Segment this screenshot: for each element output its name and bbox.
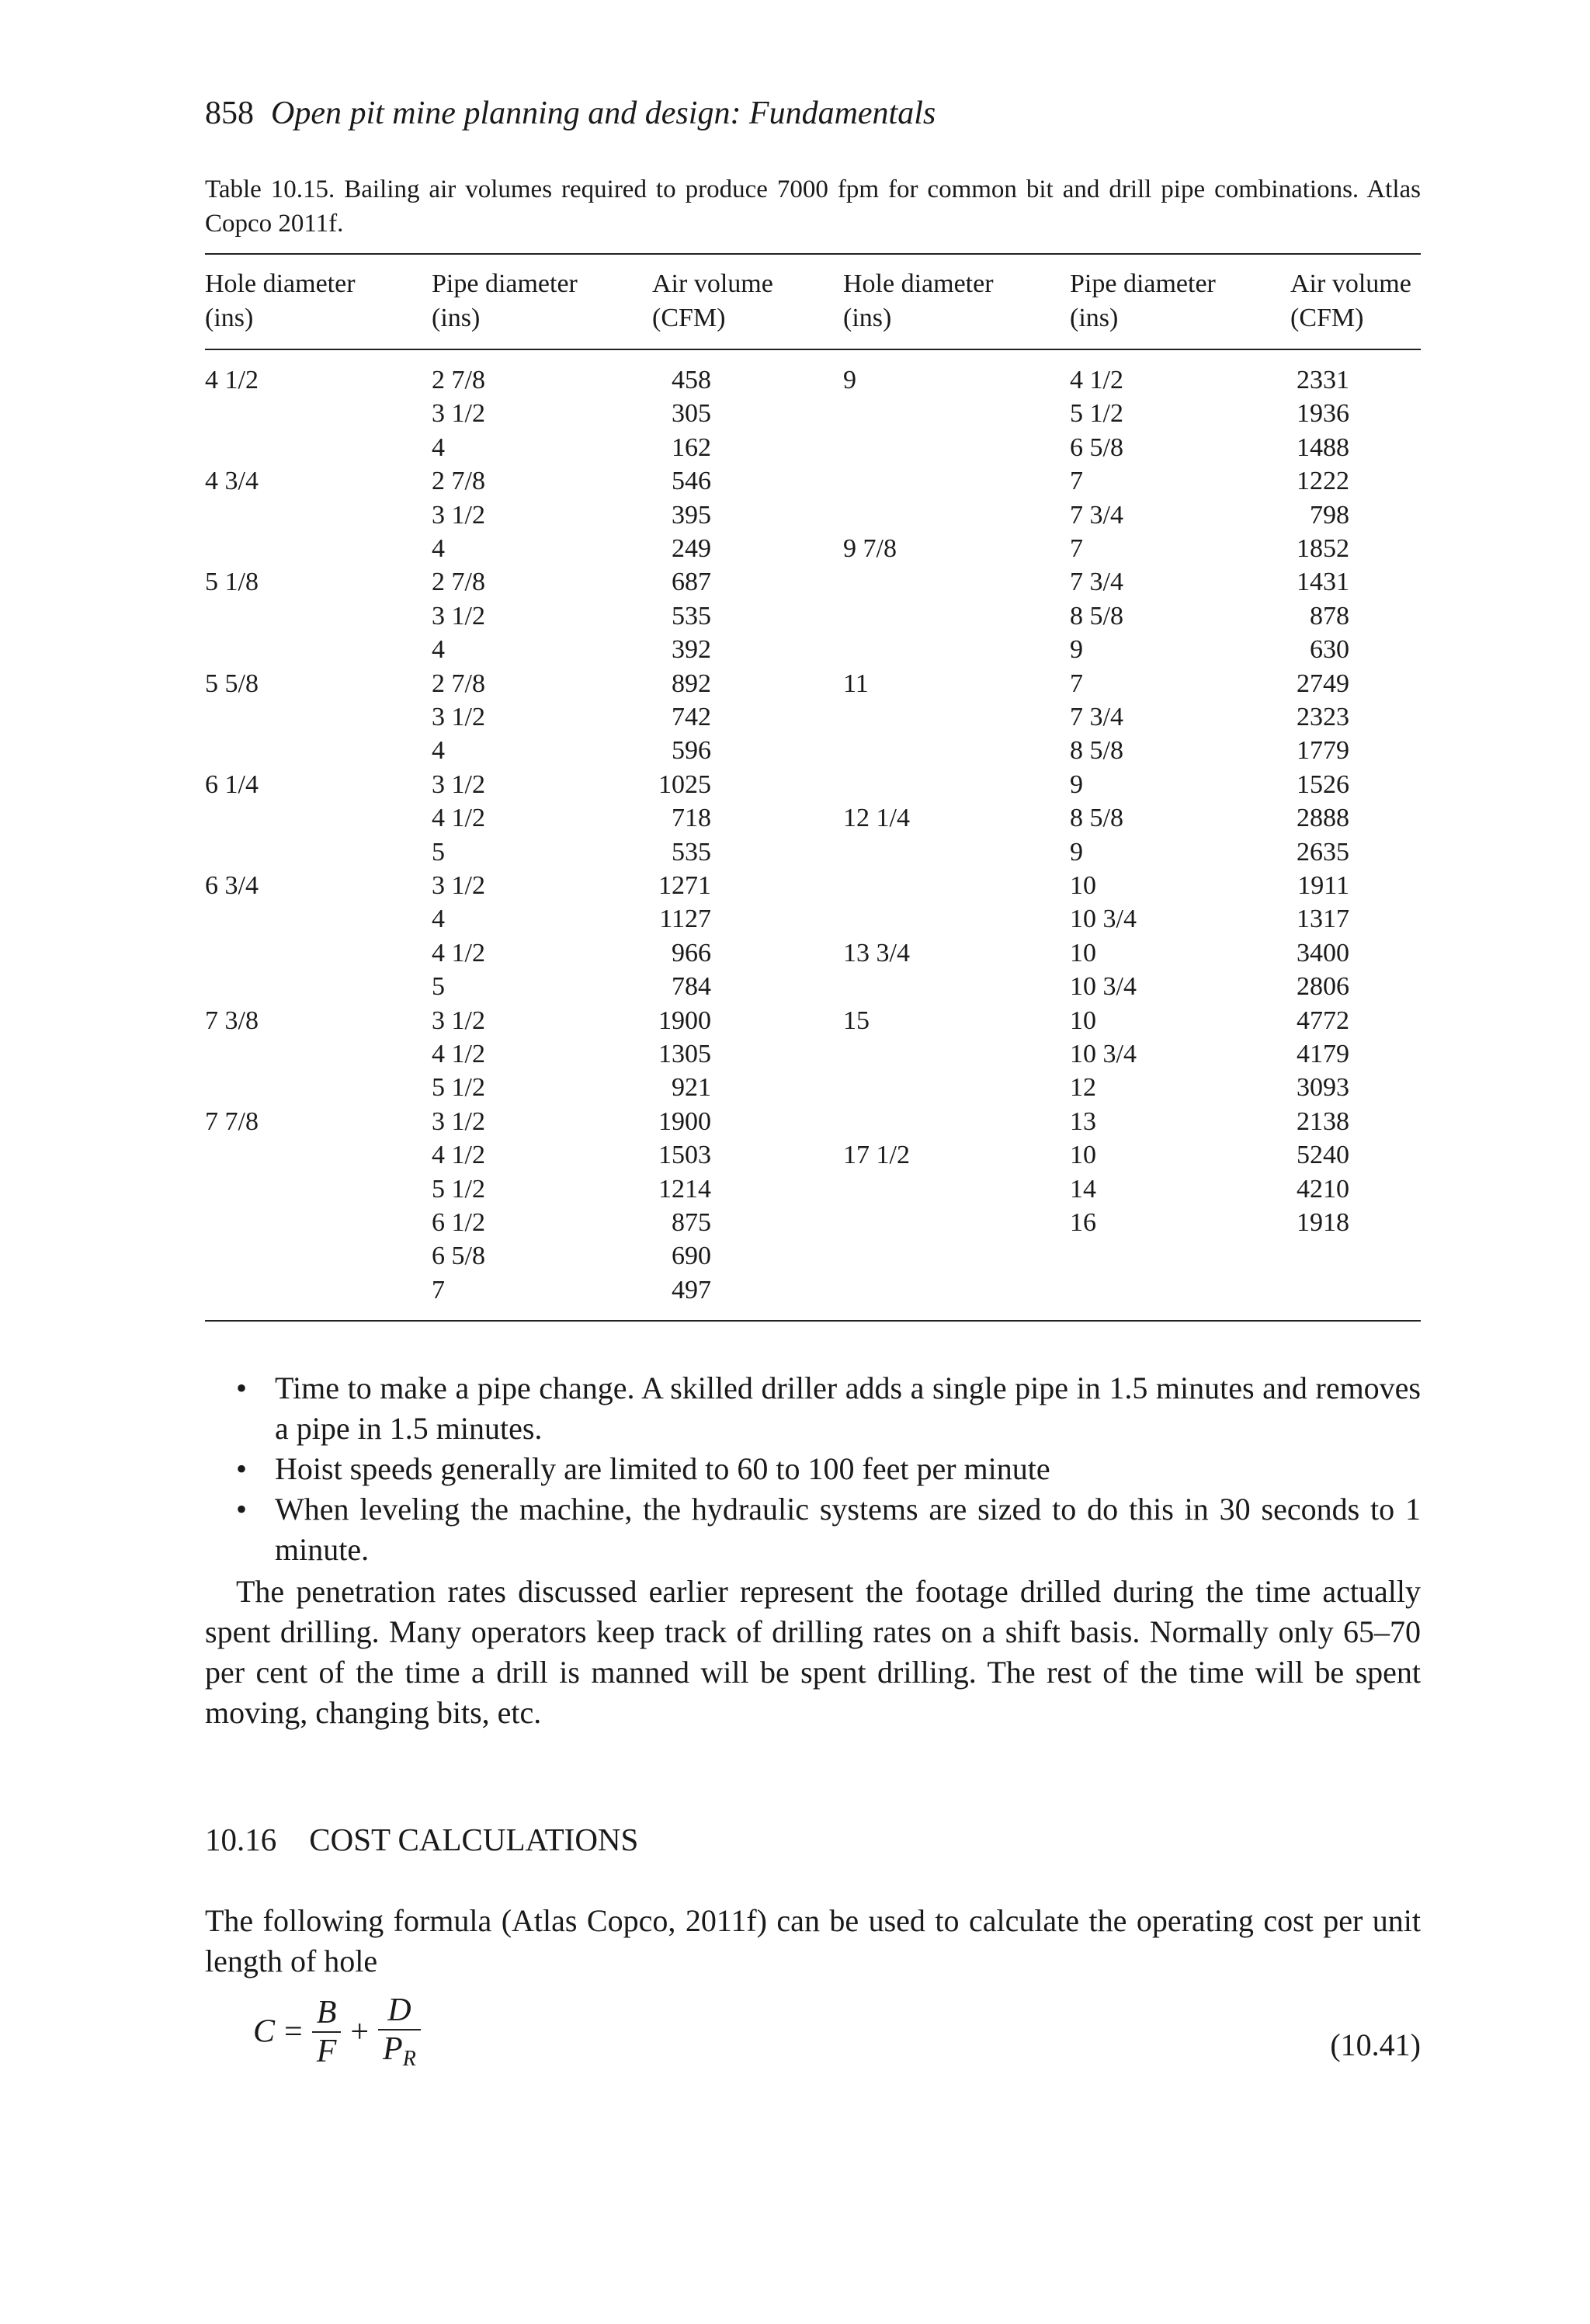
table-cell: 798 [1310,500,1349,530]
eq-lhs: C [253,2013,276,2050]
table-cell: 4 1/2 [1070,366,1123,394]
table-cell: 1271 [658,871,711,900]
section-heading [205,1821,638,1858]
table-cell: 878 [1310,601,1349,631]
table-cell: 4 [432,905,445,934]
table-cell: 1852 [1297,534,1349,563]
eq-plus: + [350,2013,370,2050]
table-bottom-rule [205,1320,1421,1322]
table-cell: 690 [672,1242,711,1271]
table-cell: 1900 [658,1106,711,1136]
table-cell: 1214 [658,1174,711,1204]
table-cell: 458 [672,366,711,394]
table-cell: 3 1/2 [432,1106,485,1136]
section-number: 10.16 [205,1822,277,1857]
table-cell: 630 [1310,635,1349,665]
table-cell: 4 1/2 [432,1141,485,1170]
table-cell: 2749 [1297,669,1349,698]
table-cell: 7 3/8 [205,1006,259,1035]
table-cell: 2138 [1297,1106,1349,1136]
table-cell: 9 [1070,837,1083,867]
table-cell: 4 [432,534,445,563]
table-cell: 4 [432,635,445,665]
table-cell: 497 [672,1275,711,1304]
table-cell: 1317 [1297,905,1349,934]
table-cell: 1911 [1297,871,1349,900]
table-cell: 5240 [1297,1141,1349,1170]
table-cell: 4 1/2 [432,1040,485,1068]
page-number: 858 [205,96,254,131]
bullet-item: • When leveling the machine, the hydraulic systems are sized to do this in 30 seconds to 1 minute. [236,1492,1421,1567]
table-cell: 875 [672,1208,711,1237]
table-cell: 4772 [1297,1006,1349,1035]
table-cell: 305 [672,399,711,429]
equation-number: (10.41) [1330,2027,1421,2062]
table-cell: 10 3/4 [1070,972,1137,1002]
table-cell: 535 [672,837,711,867]
table-cell: 249 [672,534,711,563]
table-cell: 546 [672,467,711,496]
table-cell: 9 7/8 [843,534,897,563]
table-cell: 10 [1070,871,1096,900]
column-header: Air volume (CFM) [1290,269,1411,332]
body-paragraph-2: The following formula (Atlas Copco, 2011f) can be used to calculate the operating cost per unit length of hole [205,1903,1421,1978]
table-cell: 6 5/8 [432,1242,485,1271]
table-cell: 12 1/4 [843,804,910,833]
table-cell: 4 1/2 [205,366,259,394]
table-cell: 535 [672,601,711,631]
table-cell: 10 3/4 [1070,1040,1137,1068]
table-cell: 2323 [1297,703,1349,731]
table-cell: 6 1/4 [205,769,259,799]
table-cell: 1503 [658,1141,711,1170]
table-cell: 892 [672,669,711,698]
table-cell: 10 [1070,1141,1096,1170]
table-cell: 921 [672,1073,711,1103]
section-title: COST CALCULATIONS [309,1822,639,1857]
table-cell: 8 5/8 [1070,601,1123,631]
table-cell: 1431 [1297,568,1349,597]
table-cell: 2806 [1297,972,1349,1002]
running-head [205,95,936,132]
table-cell: 7 [1070,467,1083,496]
column-header: Hole diameter (ins) [205,269,356,332]
table-cell: 17 1/2 [843,1141,910,1170]
table-cell: 7 7/8 [205,1106,259,1136]
table-cell: 15 [843,1006,870,1035]
table-cell: 12 [1070,1073,1096,1103]
table-cell: 10 [1070,1006,1096,1035]
table-cell: 7 [1070,669,1083,698]
table-cell: 395 [672,500,711,530]
table-cell: 966 [672,938,711,967]
equation [253,1992,421,2085]
table-cell: 16 [1070,1208,1096,1237]
table-cell: 3093 [1297,1073,1349,1103]
eq-fraction-2: $\frac{D}{P_R}$ [378,1992,421,2072]
table-cell: 2331 [1297,366,1349,394]
table-cell: 13 3/4 [843,938,910,967]
table-cell: 1305 [658,1040,711,1068]
table-cell: 3 1/2 [432,500,485,530]
table-cell: 2 7/8 [432,568,485,597]
table-cell: 8 5/8 [1070,736,1123,766]
table-cell: 5 [432,837,445,867]
table-cell: 5 1/2 [432,1073,485,1103]
table-cell: 3 1/2 [432,703,485,731]
table-cell: 4 3/4 [205,467,259,496]
table-cell: 1222 [1297,467,1349,496]
table-cell: 3400 [1297,938,1349,967]
table-cell: 5 1/2 [432,1174,485,1204]
table-cell: 1936 [1297,399,1349,429]
table-cell: 5 1/8 [205,568,259,597]
table-cell: 1127 [659,905,711,934]
table-cell: 784 [672,972,711,1002]
table-cell: 9 [1070,635,1083,665]
table-cell: 4 1/2 [432,804,485,833]
table-cell: 9 [843,366,856,394]
table-cell: 5 5/8 [205,669,259,698]
table-cell: 3 1/2 [432,769,485,799]
table-cell: 7 [432,1275,445,1304]
table-cell: 14 [1070,1174,1096,1204]
table-cell: 596 [672,736,711,766]
table-cell: 3 1/2 [432,399,485,429]
table-cell: 8 5/8 [1070,804,1123,833]
table-cell: 11 [843,669,869,698]
table-cell: 2888 [1297,804,1349,833]
column-header: Hole diameter (ins) [843,269,994,332]
table-cell: 1526 [1297,769,1349,799]
table-header-rule [205,349,1421,350]
table-cell: 1900 [658,1006,711,1035]
table-cell: 392 [672,635,711,665]
table-cell: 162 [672,432,711,462]
table-cell: 7 3/4 [1070,703,1123,731]
table-cell: 718 [672,804,711,833]
table-cell: 742 [672,703,711,731]
table-cell: 2 7/8 [432,467,485,496]
bullet-list [236,1368,1421,1570]
table-cell: 7 3/4 [1070,500,1123,530]
book-title: Open pit mine planning and design: Fundamentals [271,96,936,131]
table-cell: 2635 [1297,837,1349,867]
table-cell: 5 1/2 [1070,399,1123,429]
table-top-rule [205,253,1421,255]
table-cell: 13 [1070,1106,1096,1136]
column-header: Pipe diameter (ins) [1070,269,1216,332]
bullet-item: • Time to make a pipe change. A skilled driller adds a single pipe in 1.5 minutes and removes a pipe in 1.5 minutes. [236,1370,1421,1446]
table-cell: 1488 [1297,432,1349,462]
body-paragraph: The penetration rates discussed earlier represent the footage drilled during the time actually spent drilling. Many operators keep track of drilling rates on a shift basis. Normally only 65–70 per cent of the time a drill is manned will be spent drilling. The rest of the time will be spent moving, changing bits, etc. [205,1574,1421,1730]
table-cell: 10 [1070,938,1096,967]
table-cell: 7 3/4 [1070,568,1123,597]
table-cell: 4 1/2 [432,938,485,967]
table-cell: 5 [432,972,445,1002]
table-cell: 2 7/8 [432,669,485,698]
table-cell: 2 7/8 [432,366,485,394]
table-cell: 4210 [1297,1174,1349,1204]
column-header: Pipe diameter (ins) [432,269,578,332]
table-cell: 1025 [658,769,711,799]
table-cell: 7 [1070,534,1083,563]
table-cell: 6 5/8 [1070,432,1123,462]
table-cell: 4 [432,432,445,462]
table-cell: 9 [1070,769,1083,799]
table-caption: Table 10.15. Bailing air volumes required to produce 7000 fpm for common bit and drill pipe combinations. Atlas Copco 2011f. [205,175,1421,238]
table-cell: 6 1/2 [432,1208,485,1237]
table-cell: 4179 [1297,1040,1349,1068]
table-cell: 687 [672,568,711,597]
table-cell: 1779 [1297,736,1349,766]
table-cell: 10 3/4 [1070,905,1137,934]
table-cell: 1918 [1297,1208,1349,1237]
table-cell: 6 3/4 [205,871,259,900]
table-cell: 4 [432,736,445,766]
eq-fraction-1: $\frac{B}{F}$ [312,1994,342,2070]
column-header: Air volume (CFM) [652,269,773,332]
table-cell: 3 1/2 [432,871,485,900]
table-cell: 3 1/2 [432,1006,485,1035]
bullet-item: • Hoist speeds generally are limited to 60 to 100 feet per minute [236,1451,1050,1486]
eq-equals: = [284,2013,303,2050]
table-cell: 3 1/2 [432,601,485,631]
